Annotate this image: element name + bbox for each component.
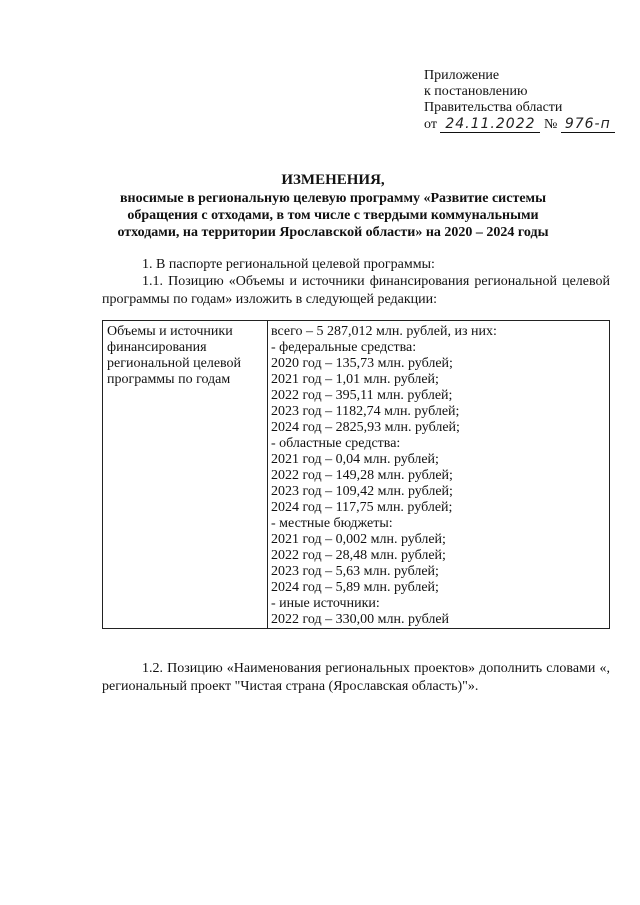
document-title <box>60 172 606 241</box>
table-value-line: 2023 год – 1182,74 млн. рублей; <box>271 404 460 419</box>
from-label: от <box>424 117 437 132</box>
table-value-line: 2022 год – 395,11 млн. рублей; <box>271 388 453 403</box>
handwritten-date: 24.11.2022 <box>440 116 540 133</box>
appendix-date-number-row <box>424 116 615 133</box>
title-subtitle-line-2: обращения с отходами, в том числе с твердыми коммунальными <box>127 208 539 223</box>
table-value-line: - федеральные средства: <box>271 340 417 355</box>
table-value-line: 2024 год – 117,75 млн. рублей; <box>271 500 453 515</box>
appendix-line-1: Приложение <box>424 68 500 83</box>
paragraph-1-2: 1.2. Позицию «Наименования региональных проектов» дополнить словами «, региональный проект "Чистая страна (Ярославская область)"». <box>102 661 610 694</box>
table-cell-values <box>268 321 610 629</box>
table-value-line: 2022 год – 28,48 млн. рублей; <box>271 548 446 563</box>
table-value-line: 2022 год – 149,28 млн. рублей; <box>271 468 453 483</box>
table-value-line: 2021 год – 0,04 млн. рублей; <box>271 452 439 467</box>
table-value-line: 2024 год – 2825,93 млн. рублей; <box>271 420 460 435</box>
table-value-line: 2021 год – 1,01 млн. рублей; <box>271 372 439 387</box>
table-value-line: 2021 год – 0,002 млн. рублей; <box>271 532 446 547</box>
table-value-line: 2023 год – 5,63 млн. рублей; <box>271 564 439 579</box>
table-cell-label: Объемы и источники финансирования региональной целевой программы по годам <box>103 321 268 629</box>
paragraph-1: 1. В паспорте региональной целевой программы: <box>142 257 435 272</box>
financing-table <box>102 320 610 629</box>
table-value-line: - иные источники: <box>271 596 380 611</box>
table-value-line: 2022 год – 330,00 млн. рублей <box>271 612 450 627</box>
appendix-block <box>424 68 615 133</box>
table-value-line: 2020 год – 135,73 млн. рублей; <box>271 356 453 371</box>
table-value-line: - местные бюджеты: <box>271 516 393 531</box>
table-value-line: 2024 год – 5,89 млн. рублей; <box>271 580 439 595</box>
title-main: ИЗМЕНЕНИЯ, <box>281 172 385 188</box>
paragraph-1-1: 1.1. Позицию «Объемы и источники финансирования региональной целевой программы по годам» изложить в следующей редакции: <box>102 274 610 307</box>
table-value-line: всего – 5 287,012 млн. рублей, из них: <box>271 324 497 339</box>
table-value-line: - областные средства: <box>271 436 401 451</box>
number-label: № <box>543 117 558 132</box>
title-subtitle-line-3: отходами, на территории Ярославской области» на 2020 – 2024 годы <box>117 225 549 240</box>
table-row <box>103 321 610 629</box>
appendix-line-3: Правительства области <box>424 100 563 115</box>
appendix-line-2: к постановлению <box>424 84 528 99</box>
title-subtitle-line-1: вносимые в региональную целевую программу «Развитие системы <box>120 191 546 206</box>
handwritten-number: 976-п <box>561 116 615 133</box>
table-value-line: 2023 год – 109,42 млн. рублей; <box>271 484 453 499</box>
